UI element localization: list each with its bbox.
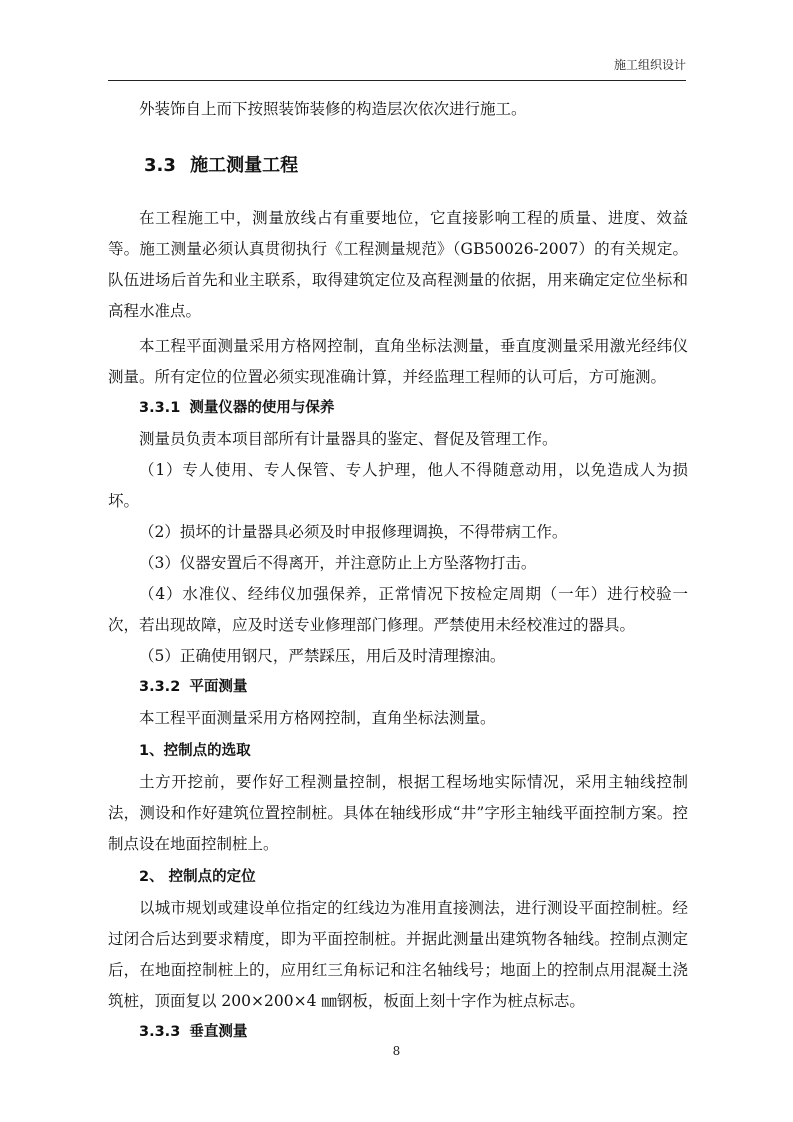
subheading-control-point-positioning: 2、 控制点的定位 xyxy=(139,869,256,885)
section-number: 3.3.1 xyxy=(139,400,181,416)
section-heading-3-3 xyxy=(144,153,688,179)
subheading-control-point-selection: 1、控制点的选取 xyxy=(139,743,251,759)
list-item: （1）专人使用、专人保管、专人护理，他人不得随意动用，以免造成人为损坏。 xyxy=(108,461,688,510)
section-number: 3.3.2 xyxy=(139,679,181,695)
list-item: （4）水准仪、经纬仪加强保养，正常情况下按检定周期（一年）进行校验一次，若出现故障，应及时送专业修理部门修理。严禁使用未经校准过的器具。 xyxy=(108,585,688,634)
header-rule xyxy=(108,80,686,81)
list-item: （5）正确使用钢尺，严禁踩压，用后及时清理擦油。 xyxy=(139,647,506,665)
header-title: 施工组织设计 xyxy=(613,58,686,72)
paragraph: 本工程平面测量采用方格网控制，直角坐标法测量。 xyxy=(139,709,496,727)
section-number: 3.3.3 xyxy=(139,1024,181,1040)
page-content xyxy=(108,94,688,1048)
paragraph: 以城市规划或建设单位指定的红线边为准用直接测法，进行测设平面控制桩。经过闭合后达到要求精度，即为平面控制桩。并据此测量出建筑物各轴线。控制点测定后，在地面控制桩上的，应用红三角标记和注名轴线号；地面上的控制点用混凝土浇筑桩，顶面复以 200×200×4 ㎜钢板，板面上刻十字作为桩点标志。 xyxy=(108,899,688,1010)
section-title: 施工测量工程 xyxy=(190,155,299,176)
paragraph: 测量员负责本项目部所有计量器具的鉴定、督促及管理工作。 xyxy=(139,430,558,448)
section-title: 测量仪器的使用与保养 xyxy=(189,400,335,416)
section-title: 平面测量 xyxy=(189,679,248,695)
section-number: 3.3 xyxy=(144,155,176,176)
paragraph: 在工程施工中，测量放线占有重要地位，它直接影响工程的质量、进度、效益等。施工测量必须认真贯彻执行《工程测量规范》（GB50026-2007）的有关规定。队伍进场后首先和业主联系，取得建筑定位及高程测量的依据，用来确定定位坐标和高程水准点。 xyxy=(108,209,688,320)
paragraph: 本工程平面测量采用方格网控制，直角坐标法测量，垂直度测量采用激光经纬仪测量。所有定位的位置必须实现准确计算，并经监理工程师的认可后，方可施测。 xyxy=(108,337,688,386)
section-title: 垂直测量 xyxy=(189,1024,248,1040)
intro-paragraph: 外装饰自上而下按照装饰装修的构造层次依次进行施工。 xyxy=(139,100,527,118)
list-item: （2）损坏的计量器具必须及时申报修理调换，不得带病工作。 xyxy=(139,523,568,541)
list-item: （3）仪器安置后不得离开，并注意防止上方坠落物打击。 xyxy=(139,554,537,572)
section-heading-3-3-2 xyxy=(139,672,688,703)
section-heading-3-3-1 xyxy=(139,393,688,424)
page-header xyxy=(108,56,686,80)
paragraph: 土方开挖前，要作好工程测量控制，根据工程场地实际情况，采用主轴线控制法，测设和作好建筑位置控制桩。具体在轴线形成“井”字形主轴线平面控制方案。控制点设在地面控制桩上。 xyxy=(108,773,688,853)
page-number: 8 xyxy=(392,1044,401,1058)
